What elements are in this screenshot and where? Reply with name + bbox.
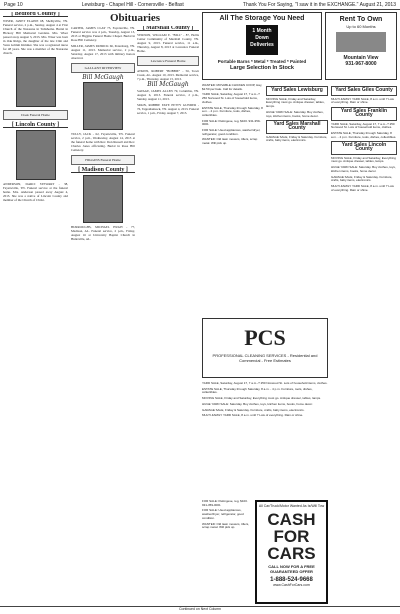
page-number: Page 10	[4, 1, 23, 8]
classifieds-column-c	[331, 84, 397, 609]
page-header	[0, 0, 400, 10]
rent-ad-phone: 931-967-8000	[345, 61, 377, 67]
obit-vernon: VERNON, WILLIAM E. "BILL" - 87, Hollis Center Community of Marshall County, TN. August 9, 2013. Funeral service, 11 a.m., Thursday, August 8, 2013 at Lawrence Funeral Home.	[137, 33, 199, 53]
paper-name: Lewisburg - Chapel Hill - Cornersville - Belfast	[81, 1, 184, 8]
classifieds-column-e	[202, 500, 252, 604]
page-footer: Continued on Next Column	[0, 606, 400, 614]
storage-ad	[202, 12, 322, 80]
pcs-ad-text: PROFESSIONAL CLEANING SERVICES - Residential and Commercial - Free Estimates	[212, 353, 318, 363]
bedford-funeral-home-logo: Doak Funeral Home	[3, 110, 68, 120]
classified-item-d1: ESTATE SALE, Thursday through Saturday, 8 a.m. - 4 p.m. Furniture, tools, dishes, collectibles.	[202, 386, 313, 395]
obit-column-1	[3, 12, 68, 610]
storage-ad-selection: Large Selection In Stock	[230, 65, 294, 71]
obit-miller: MILLER, JAMES PATRICK 66, Petersburg, TN. August 11, 2013. Memorial service, 2 p.m., Saturday, August 17, 2013 with military honors observed.	[71, 44, 135, 60]
obit-savage: SAVAGE, JAMES ALLEN 79, Columbia, TN. August 6, 2013. Funeral service, 2 p.m., Sunday, August 11, 2013.	[137, 89, 199, 101]
classified-for-sale-1: FOR SALE: Used appliances, washer/dryer, refrigerator, good condition.	[202, 128, 261, 136]
obituaries-title: Obituaries	[109, 12, 161, 24]
obit-burroughs: BURROUGHS, MICHAEL HUGH - 77, Madison, AL. Funeral service, 2 p.m., Friday, August 16 at University Baptist Church in Huntsville, AL.	[71, 225, 135, 241]
classified-item-e0: FOR SALE: Pekingese, reg, $100. 931-359-0001	[202, 500, 248, 507]
lawrence-funeral-home-logo: Lawrence Funeral Home	[137, 56, 199, 66]
portrait-photo-wiser	[16, 57, 56, 107]
classified-item-e2: WANTED: Old lawn mowers, tillers, scrap metal. Will pick up.	[202, 521, 250, 530]
classifieds-column-a	[202, 84, 264, 314]
gallant-funeral-home-logo: GALLANT RIVERVIEW	[71, 63, 135, 73]
rent-ad-business: Mountain View	[343, 55, 379, 61]
classified-item-3b: HUGE YARD SALE: Saturday. Boy clothes, toys, kitchen items, books, home decor.	[331, 165, 396, 173]
cash-ad-headline: CASH FOR CARS	[267, 510, 316, 563]
yard-sales-giles-heading: Yard Sales Giles County	[331, 86, 397, 96]
yard-sales-lincoln-heading: Yard Sales Lincoln County	[331, 141, 397, 154]
classified-item-2b: MOVING SALE, Friday and Saturday, Everything must go. Antique dresser, tables, lamps.	[331, 155, 396, 164]
classifieds-column-b	[266, 84, 328, 314]
pcs-cleaning-ad	[202, 318, 328, 378]
classified-item-2: MOVING SALE, Friday and Saturday, Everything must go. Antique dresser, tables, lamps.	[266, 96, 325, 109]
obit-column-3	[137, 26, 199, 614]
classified-item-d0: YARD SALE, Saturday, August 17, 7 a.m.-? 250 Norwood St. Lots of household items, clothes.	[202, 382, 328, 385]
classifieds-column-d	[202, 382, 328, 497]
header-slogan: Thank You For Saying, "I saw it in the EXCHANGE." August 21, 2013	[242, 1, 396, 8]
classified-item-5b: MULTI-FAMILY YARD SALE, 8 a.m. until ? Lots of everything. Rain or shine.	[331, 183, 394, 192]
storage-ad-line3: Deliveries	[250, 42, 274, 48]
rent-to-own-ad	[325, 12, 397, 80]
wanted-chicken-coop: WANTED: MOVABLE CHICKEN COOP, Hay, $2.50 per bale. Call for details.	[202, 84, 263, 91]
obit-tully: TULLY, JACK - 62, Fayetteville, TN. Funeral service, 2 p.m., Wednesday, August 14, 2013 at the funeral home with Rev. Don Russell and Rev. Charles Jones officiating. Burial in Rose Hill Cemetery.	[71, 132, 135, 152]
storage-ad-line2: Down	[255, 35, 269, 41]
obit-anderson: ANDERSON, DARCI STEWART - 38, Fayetteville, TN. Funeral service at the funeral home. Mrs. Anderson passed away August 4, 2013. She was a native of Lincoln County and member of the Church of Christ.	[3, 182, 68, 202]
classified-item-5: MULTI-FAMILY YARD SALE, 8 a.m. until ? Lots of everything. Rain or shine.	[331, 96, 394, 105]
higgins-funeral-home-logo: HIGGINS Funeral Home	[71, 155, 135, 165]
bedford-section-label: [ Bedford County ]	[3, 12, 68, 17]
yard-sales-franklin-heading: Yard Sales Franklin County	[331, 107, 397, 120]
barn-image	[336, 32, 386, 52]
classified-item-3: HUGE YARD SALE: Saturday. Boy clothes, toys, kitchen items, books, home decor.	[266, 109, 324, 118]
classified-item-4: GARAGE SALE, Friday & Saturday. Furniture, crafts, baby items, electronics.	[266, 134, 328, 143]
classified-item-0: YARD SALE, Saturday, August 17, 7 a.m.-? 250 Norwood St. Lots of household items, clothes.	[202, 92, 260, 104]
yard-sales-marshall-heading: Yard Sales Marshall County	[266, 120, 328, 133]
yard-sales-lewisburg-heading: Yard Sales Lewisburg	[266, 86, 328, 96]
portrait-photo-anderson	[16, 130, 56, 180]
obit-carter: CARTER, JAMES CLAY 73, Fayetteville, TN. Funeral service was 4 p.m., Tuesday, August 13, 2013 at Higgins Funeral Home Chapel. Burial in Rose Hill Cemetery.	[71, 26, 135, 42]
rent-ad-title: Rent To Own	[339, 16, 383, 23]
portrait-photo-tully	[83, 82, 123, 130]
obit-spain: SPAIN, ROBBIE FAYE PETTY GUNDER - 76, Tappahannock, TN. August 4, 2013. Funeral service, 1 p.m., Friday, August 7, 2013.	[137, 103, 199, 115]
classified-item-0b: YARD SALE, Saturday, August 17, 7 a.m.-? 250 Norwood St. Lots of household items, clothes.	[331, 121, 395, 130]
marshall-section-label: [ Marshall County ]	[137, 26, 199, 31]
cash-ad-web: www.CashForCars.com	[273, 583, 310, 587]
classified-item-d5: MULTI-FAMILY YARD SALE, 8 a.m. until ? Lots of everything. Rain or shine.	[202, 413, 304, 418]
signature-2: Bill McGaugh	[147, 81, 189, 88]
classified-for-sale-0: FOR SALE: Pekingese, reg, $100. 931-359-0001	[202, 118, 261, 127]
classified-item-1b: ESTATE SALE, Thursday through Saturday, 8 a.m. - 4 p.m. Furniture, tools, dishes, collectibles.	[331, 130, 397, 139]
obit-wiser: WISER, JANET ELAINE 68, Shelbyville, TN. Funeral service, 2 p.m., Sunday, August 4 at First Church of the Nazarene in Tullahoma. Burial in Hickory Hill Memorial Gardens. Mrs. Wiser passed away August 3, 2013. Mrs. Wiser was born in Oak Ridge, the daughter of the late Clint and Vesta Grimm Kimmer. She was a registered nurse for 48 years. She was a member of the Nazarene church.	[3, 19, 68, 55]
classified-for-sale-2: WANTED: Old lawn mowers, tillers, scrap metal. Will pick up.	[202, 137, 258, 146]
madison-section-label: [ Madison County ]	[71, 168, 135, 173]
obit-atkins: ATKINS, ROBERT "BOBBIE" - 56, Town Creek, AL. August 10, 2013. Memorial service, 7 p.m., Thursday, August 15, 2013.	[137, 69, 199, 81]
pcs-logo: PCS	[244, 325, 286, 350]
cash-ad-phone: 1-888-524-9668	[270, 577, 313, 583]
classified-item-e1: FOR SALE: Used appliances, washer/dryer, refrigerator, good condition.	[202, 508, 244, 520]
classified-item-d3: HUGE YARD SALE: Saturday. Boy clothes, toys, kitchen items, books, home decor.	[202, 401, 313, 406]
classified-item-1: ESTATE SALE, Thursday through Saturday, 8 a.m. - 4 p.m. Furniture, tools, dishes, collectibles.	[202, 105, 263, 117]
classified-item-d4: GARAGE SALE, Friday & Saturday. Furniture, crafts, baby items, electronics.	[202, 407, 305, 412]
storage-ad-line1: 1 Month	[252, 28, 272, 34]
storage-ad-title: All The Storage You Need	[219, 15, 305, 22]
storage-ad-tagline: Portable Barns * Metal * Treated * Painted	[217, 59, 307, 64]
rent-ad-sub: Up to 60 Months	[346, 24, 376, 29]
cash-ad-prefix: All Car/Truck/Motor Wanted As Is/Will Tow	[258, 504, 325, 508]
signature-1: Bill McGaugh	[82, 74, 124, 81]
lincoln-section-label: [ Lincoln County ]	[3, 123, 68, 128]
classified-item-d2: MOVING SALE, Friday and Saturday, Everything must go. Antique dresser, tables, lamps.	[202, 396, 321, 401]
cash-for-cars-ad	[255, 500, 328, 604]
portrait-photo-burroughs	[83, 175, 123, 223]
classified-item-4b: GARAGE SALE, Friday & Saturday. Furniture, crafts, baby items, electronics.	[331, 174, 393, 183]
obit-column-2	[71, 26, 135, 614]
cash-ad-sub: CALL NOW FOR A FREE GUARANTEED OFFER	[268, 564, 315, 574]
